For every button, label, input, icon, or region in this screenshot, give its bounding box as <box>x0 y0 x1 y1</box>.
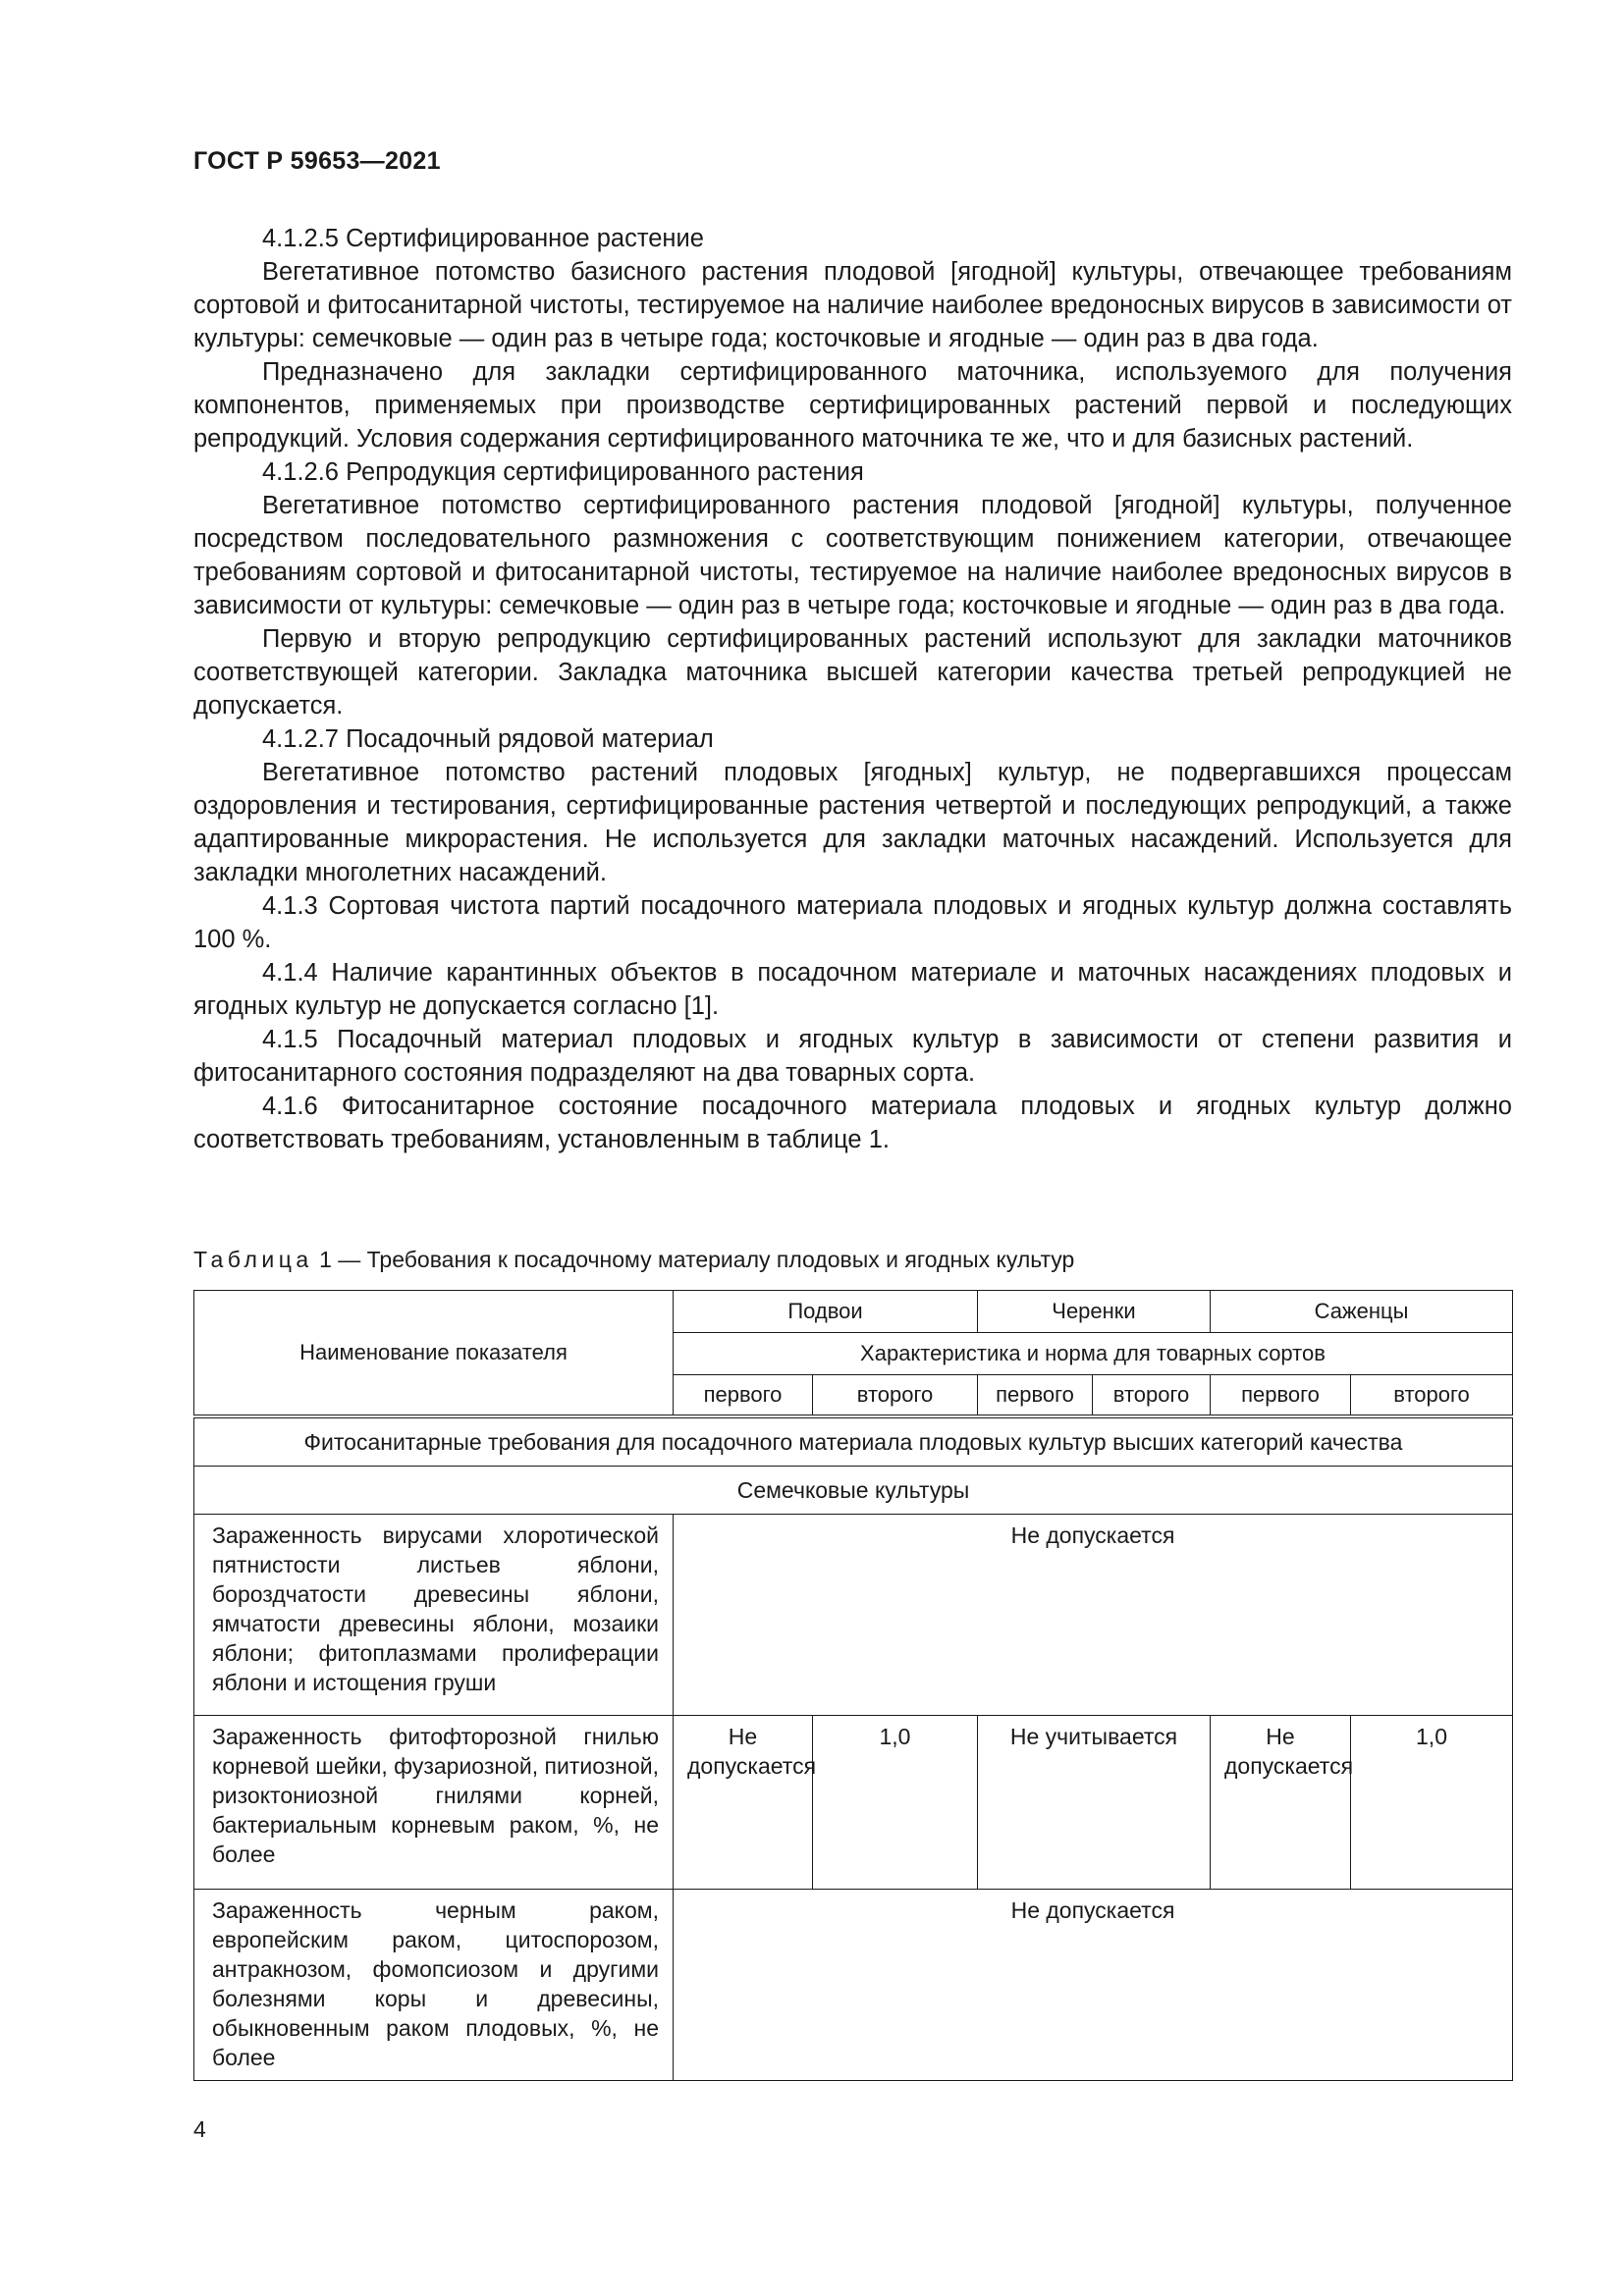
header-grade: второго <box>1351 1375 1513 1417</box>
indicator-value: Не допускается <box>1211 1716 1351 1890</box>
paragraph: Первую и вторую репродукцию сертифицированных растений используют для закладки маточников соответствующей категории. Закладка маточника высшей категории качества третьей репродукцией не допускается. <box>193 625 1512 720</box>
table-section-row <box>194 1467 1513 1515</box>
indicator-value: 1,0 <box>1351 1716 1513 1890</box>
indicator-value: Не допускается <box>674 1515 1513 1716</box>
section-phytosanitary: Фитосанитарные требования для посадочного материала плодовых культур высших категорий качества <box>194 1416 1513 1467</box>
section-pome-crops: Семечковые культуры <box>194 1467 1513 1515</box>
header-grade: второго <box>813 1375 978 1417</box>
table-caption-label: Таблица <box>193 1247 313 1272</box>
indicator-name: Зараженность вирусами хлоротической пятнистости листьев яблони, бороздчатости древесины яблони, ямчатости древесины яблони, мозаики яблони; фитоплазмами пролиферации яблони и истощения груши <box>194 1515 674 1716</box>
header-group-cuttings: Черенки <box>978 1291 1211 1333</box>
header-characteristic: Характеристика и норма для товарных сортов <box>674 1333 1513 1375</box>
indicator-name: Зараженность черным раком, европейским раком, цитоспорозом, антракнозом, фомопсиозом и другими болезнями коры и древесины, обыкновенным раком плодовых, %, не более <box>194 1890 674 2081</box>
table-header-row <box>194 1291 1513 1333</box>
document-code: ГОСТ Р 59653—2021 <box>193 147 441 175</box>
paragraph-4-1-2-6-title: 4.1.2.6 Репродукция сертифицированного растения <box>262 458 864 486</box>
requirements-table <box>193 1290 1513 2081</box>
indicator-name: Зараженность фитофторозной гнилью корневой шейки, фузариозной, питиозной, ризоктониозной гнилями корней, бактериальным корневым раком, %, не более <box>194 1716 674 1890</box>
table-caption <box>193 1245 1074 1274</box>
page-number: 4 <box>193 2116 206 2142</box>
indicator-value: 1,0 <box>813 1716 978 1890</box>
header-grade: второго <box>1093 1375 1211 1417</box>
header-group-rootstocks: Подвои <box>674 1291 978 1333</box>
paragraph: Вегетативное потомство растений плодовых [ягодных] культур, не подвергавшихся процессам оздоровления и тестирования, сертифицированные растения четвертой и последующих репродукций, а также адаптированные микрорастения. Не используется для закладки маточных насаждений. Используется для закладки многолетних насаждений. <box>193 759 1512 886</box>
paragraph: Предназначено для закладки сертифицированного маточника, используемого для получения компонентов, применяемых при производстве сертифицированных растений первой и последующих репродукций. Условия содержания сертифицированного маточника те же, что и для базисных растений. <box>193 358 1512 453</box>
body-text <box>193 222 1512 1156</box>
paragraph-4-1-3: 4.1.3 Сортовая чистота партий посадочного материала плодовых и ягодных культур должна составлять 100 %. <box>193 892 1512 953</box>
table-row <box>194 1890 1513 2081</box>
table-section-row <box>194 1416 1513 1467</box>
header-grade: первого <box>1211 1375 1351 1417</box>
header-group-seedlings: Саженцы <box>1211 1291 1513 1333</box>
table-caption-text: 1 — Требования к посадочному материалу плодовых и ягодных культур <box>319 1247 1075 1272</box>
table-row <box>194 1716 1513 1890</box>
indicator-value: Не учитывается <box>978 1716 1211 1890</box>
table-row <box>194 1515 1513 1716</box>
paragraph: Вегетативное потомство сертифицированного растения плодовой [ягодной] культуры, полученное посредством последовательного размножения с соответствующим понижением категории, отвечающее требованиям сортовой и фитосанитарной чистоты, тестируемое на наличие наиболее вредоносных вирусов в зависимости от культуры: семечковые — один раз в четыре года; косточковые и ягодные — один раз в два года. <box>193 492 1512 619</box>
paragraph-4-1-5: 4.1.5 Посадочный материал плодовых и ягодных культур в зависимости от степени развития и фитосанитарного состояния подразделяют на два товарных сорта. <box>193 1026 1512 1087</box>
paragraph: Вегетативное потомство базисного растения плодовой [ягодной] культуры, отвечающее требованиям сортовой и фитосанитарной чистоты, тестируемое на наличие наиболее вредоносных вирусов в зависимости от культуры: семечковые — один раз в четыре года; косточковые и ягодные — один раз в два года. <box>193 258 1512 352</box>
header-grade: первого <box>978 1375 1093 1417</box>
paragraph-4-1-6: 4.1.6 Фитосанитарное состояние посадочного материала плодовых и ягодных культур должно соответствовать требованиям, установленным в таблице 1. <box>193 1093 1512 1153</box>
indicator-value: Не допускается <box>674 1890 1513 2081</box>
paragraph-4-1-2-7-title: 4.1.2.7 Посадочный рядовой материал <box>262 725 714 753</box>
paragraph-4-1-4: 4.1.4 Наличие карантинных объектов в посадочном материале и маточных насаждениях плодовых и ягодных культур не допускается согласно [1]. <box>193 959 1512 1020</box>
header-indicator-name: Наименование показателя <box>194 1291 674 1417</box>
paragraph-4-1-2-5-title: 4.1.2.5 Сертифицированное растение <box>262 225 704 252</box>
header-grade: первого <box>674 1375 813 1417</box>
indicator-value: Не допускается <box>674 1716 813 1890</box>
